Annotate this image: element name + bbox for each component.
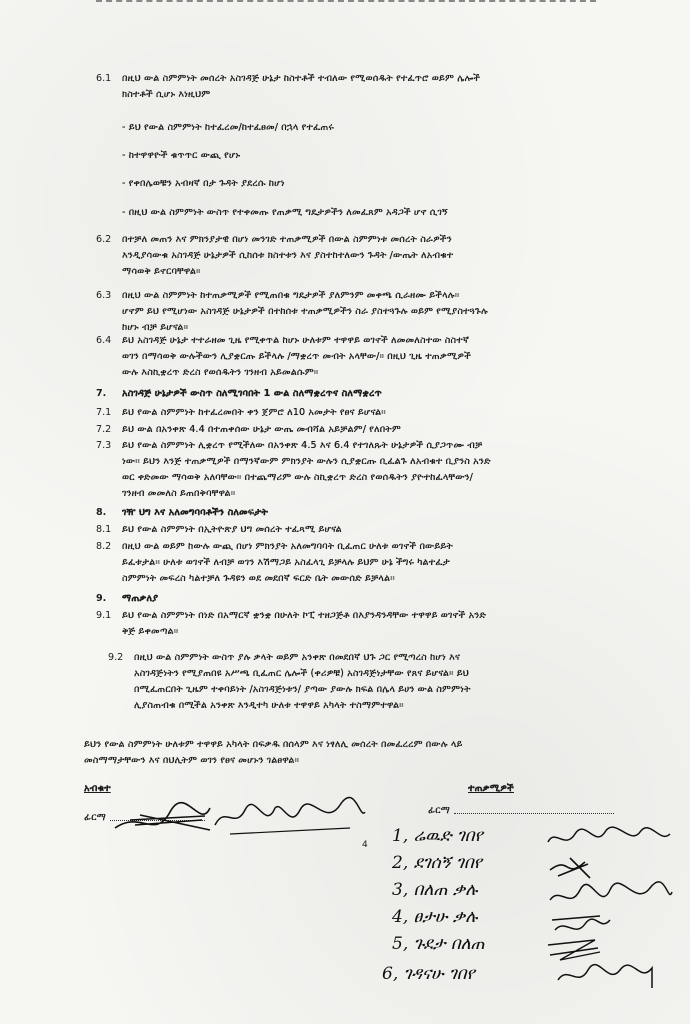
clause-text-line: ወገን በማሳወቅ ውሉችውን ሊያቋርጡ ይችላሉ /ማቋረጥ መብት አላቸው/። በዚህ ጊዜ ተጠቃሚዎች [122, 351, 472, 362]
beneficiary-name: 6, ገዳናሁ ገበየ [382, 964, 475, 984]
clause-text-line: ይህ የውል ስምምነት በኢትዮጵያ ህግ መሰረት ተፈጻሚ ይሆናል [122, 524, 342, 535]
clause-text-line: ውሉ እስኪቋረጥ ድረስ የወሰዱትን ገንዘብ አይመልሱም። [122, 367, 319, 378]
clause-number: 6.2 [96, 234, 112, 245]
clause-text-line: ሆኖም ይህ የሚሆነው አስገዳጅ ሁኔታዎች በተከሰቱ ተጠቃሚዎችን ስራ ያስተጓጉሉ ወይም የሚያስተጓጉሉ [122, 306, 488, 317]
clause-text-line: በዚህ ውል ስምምነት መሰረት አስገዳጅ ሁኔታ ከስተቶች ተብለው የሚወሰዱት የተፈጥሮ ወይም ሌሎች [122, 73, 481, 84]
clause-number: 8.1 [96, 524, 112, 535]
clause-number: 6.4 [96, 335, 112, 346]
clause-text-line: ይህ ውል በአንቀጽ 4.4 በተጠቀሰው ሁኔታ ውጤ መብሻል አይቻልም/ የለበትም [122, 424, 401, 435]
clause-text-line: ይህ የውል ስምምነት ሊቋረጥ የሚችለው በአንቀጽ 4.5 እና 6.4 የተገለጹት ሁኔታዎች ሲያጋጥሙ ብቻ [122, 440, 483, 451]
clause-number: 6.1 [96, 73, 112, 84]
clause-text-line: እንዲያሳውቁ አስገዳጅ ሁኔታዎች ሲከሰቱ ክስተቱን እና ያስተከተለውን ጉዳት /ውጤት ለአብቁተ [122, 250, 454, 261]
clause-text-line: ስምምነት መፍረስ ካልተቻለ ጉዳዩን ወደ መደበኛ ፍርድ ቤት መውሰድ ይቻላል። [122, 573, 395, 584]
clause-text-line: ወር ቀድመው ማሳወቅ አለባቸው። በተጨማሪም ውሉ ስኪቋረጥ ድረስ የወሰዱትን ያዮተከፈላቸውን/ [122, 472, 473, 483]
clause-number: 7.1 [96, 407, 112, 418]
left-signature-heading: አብቁተ [84, 783, 111, 794]
clause-text-line: በተቻለ መጠን እና ምክንያታዊ በሆነ መንገድ ተጠቃሚዎች በውል ስምምነቱ መሰረት ስራዎችን [122, 234, 452, 245]
clause-number: 8. [96, 507, 107, 518]
page-number: 4 [362, 840, 368, 850]
left-signature-scrawl [110, 790, 370, 845]
clause-text-line: አስገዳጅ ሁኔታዎች ውስጥ ስለሚገባበት 1 ውል ስለማቋረጥና ስለማቋረጥ [122, 388, 382, 399]
clause-number: 9.2 [108, 652, 124, 663]
beneficiary-name: 3, በለጠ ቃሉ [392, 880, 478, 900]
clause-number: 7. [96, 388, 107, 399]
right-signature-line [454, 813, 614, 814]
clause-number: 9. [96, 593, 107, 604]
clause-text-line: ይህ አስገዳጅ ሁኔታ ተተራዘመ ጊዜ የሚቀጥል ከሆኑ ሁለቱም ተዋዋይ ወገኖች ለመመለስተው ስስተኛ [122, 335, 470, 346]
clause-text-line: - ይህ የውል ስምምነት ከተፈረመ/ከተፈፀመ/ በኋላ የተፈጠሩ [122, 122, 334, 133]
beneficiary-name: 2, ደገሰኝ ገበየ [392, 853, 482, 873]
clause-text-line: ሊያስጠብቁ በሚችል አንቀጽ እንዲተካ ሁለቱ ተዋዋይ አካላት ተስማምተዋል። [134, 700, 404, 711]
clause-text-line: ይፈቱታል። ሁለቱ ወገኖች ለብቻ ወገን እሽማጋይ አስፈላጊ ይቻላሉ ይህም ሁኔ ችግሩ ካልተፈታ [122, 557, 450, 568]
left-signature-label: ፊርማ [84, 812, 106, 823]
clause-text-line: በዚህ ውል ወይም ከውሉ ውጪ በሆነ ምክንያት አለመግባባት ቢፈጠር ሁለቱ ወገኖች በውይይት [122, 541, 453, 552]
clause-text-line: ነው። ይህን እንጅ ተጠቃሚዎች በማንኛውም ምክንያት ውሉን ሲያቋርጡ ቢፈልጉ ለአብቁተ ቢያንስ አንድ [122, 456, 491, 467]
beneficiary-name: 5, ጉደታ በለጠ [392, 934, 485, 954]
clause-text-line: ከሆኑ ብቻ ይሆናል። [122, 322, 189, 333]
clause-text-line: ይህ የውል ስምምነት ከተፈረመበት ቀን ጀምሮ ለ10 አመታት የፀና ይሆናል። [122, 407, 386, 418]
clause-text-line: ማሳወቅ ይኖርባቸዋል። [122, 266, 201, 277]
beneficiary-signatures [540, 820, 680, 995]
clause-text-line: - የቀበሌወቹን አብዛኛ በታ ጉዳት ያደረሱ ከሆነ [122, 178, 285, 189]
clause-number: 9.1 [96, 610, 112, 621]
right-signature-heading: ተጠቃሚዎች [468, 783, 514, 794]
clause-text-line: - በዚህ ውል ስምምነት ውስጥ የተቀመጡ የጠቃሚ ግዴታዎችን ለመፈጸም አዳጋች ሆኖ ሲገኝ [122, 207, 448, 218]
clause-text-line: ክስተቶች ሲሆኑ እነዚህም [122, 89, 211, 100]
beneficiary-name: 1, ሬዉድ ገበየ [392, 826, 483, 846]
clause-text-line: ቅጅ ይቀመጣል። [122, 626, 179, 637]
right-signature-label: ፊርማ [428, 805, 450, 816]
clause-text-line: በዚህ ውል ስምምነት ውስጥ ያሉ ቃላት ወይም አንቀጽ በመደበኛ ህጉ ጋር የሚጣረስ ከሆነ እና [134, 652, 461, 663]
clause-text-line: በሚፈጠርበት ጊዜም ተቀባይነት /አስገዳጅነቱን/ ያጣው ያውሉ ክፍል በሌላ ይሀን ውል ስምምነት [134, 684, 471, 695]
clause-number: 7.2 [96, 424, 112, 435]
clause-number: 7.3 [96, 440, 112, 451]
scan-edge-mark [96, 0, 596, 8]
clause-text-line: - ከተዋዋዮች ቁጥጥር ውጪ የሆኑ [122, 150, 241, 161]
clause-text-line: አስገዳጅነትን የሚያጠበዩ አሥጫ ቢፈጠር ሌሎች (ቀሪዎቹ) አስገዳጅነታቸው የጸና ይሆናል። ይህ [134, 668, 469, 679]
beneficiary-name: 4, ፀታሁ ቃሉ [392, 907, 478, 927]
clause-text-line: መስማማታቸውን እና በህሊትም ወገን የፀና መሆኑን ገልፀዋል። [84, 755, 300, 766]
clause-number: 6.3 [96, 290, 112, 301]
clause-text-line: ይህን የውል ስምምነት ሁለቱም ተዋዋይ አካላት በፍቃዱ በሰላም እና ነፃለሊ መሰረት በመፈረረም በውሉ ላይ [84, 739, 463, 750]
clause-text-line: በዚህ ውል ስምምነት ከተጠቃሚዎች የሚጠበቁ ግዴታዎች ያለምንም መቀጫ ሲራዘሙ ይችላሉ። [122, 290, 460, 301]
clause-text-line: ገዥ ህግ እና አለመግባባቶችን ስለመፍታት [122, 507, 269, 518]
clause-number: 8.2 [96, 541, 112, 552]
clause-text-line: ገንዘብ መመለስ ይጠበቅባቸዋል። [122, 488, 236, 499]
clause-text-line: ይህ የውል ስምምነት በነድ በአማርኛ ቋንቋ በሁለት ኮፒ ተዘጋጅቶ በእያንዳንዳቸው ተዋዋይ ወገኖች አንድ [122, 610, 487, 621]
clause-text-line: ማጠቃለያ [122, 593, 159, 604]
